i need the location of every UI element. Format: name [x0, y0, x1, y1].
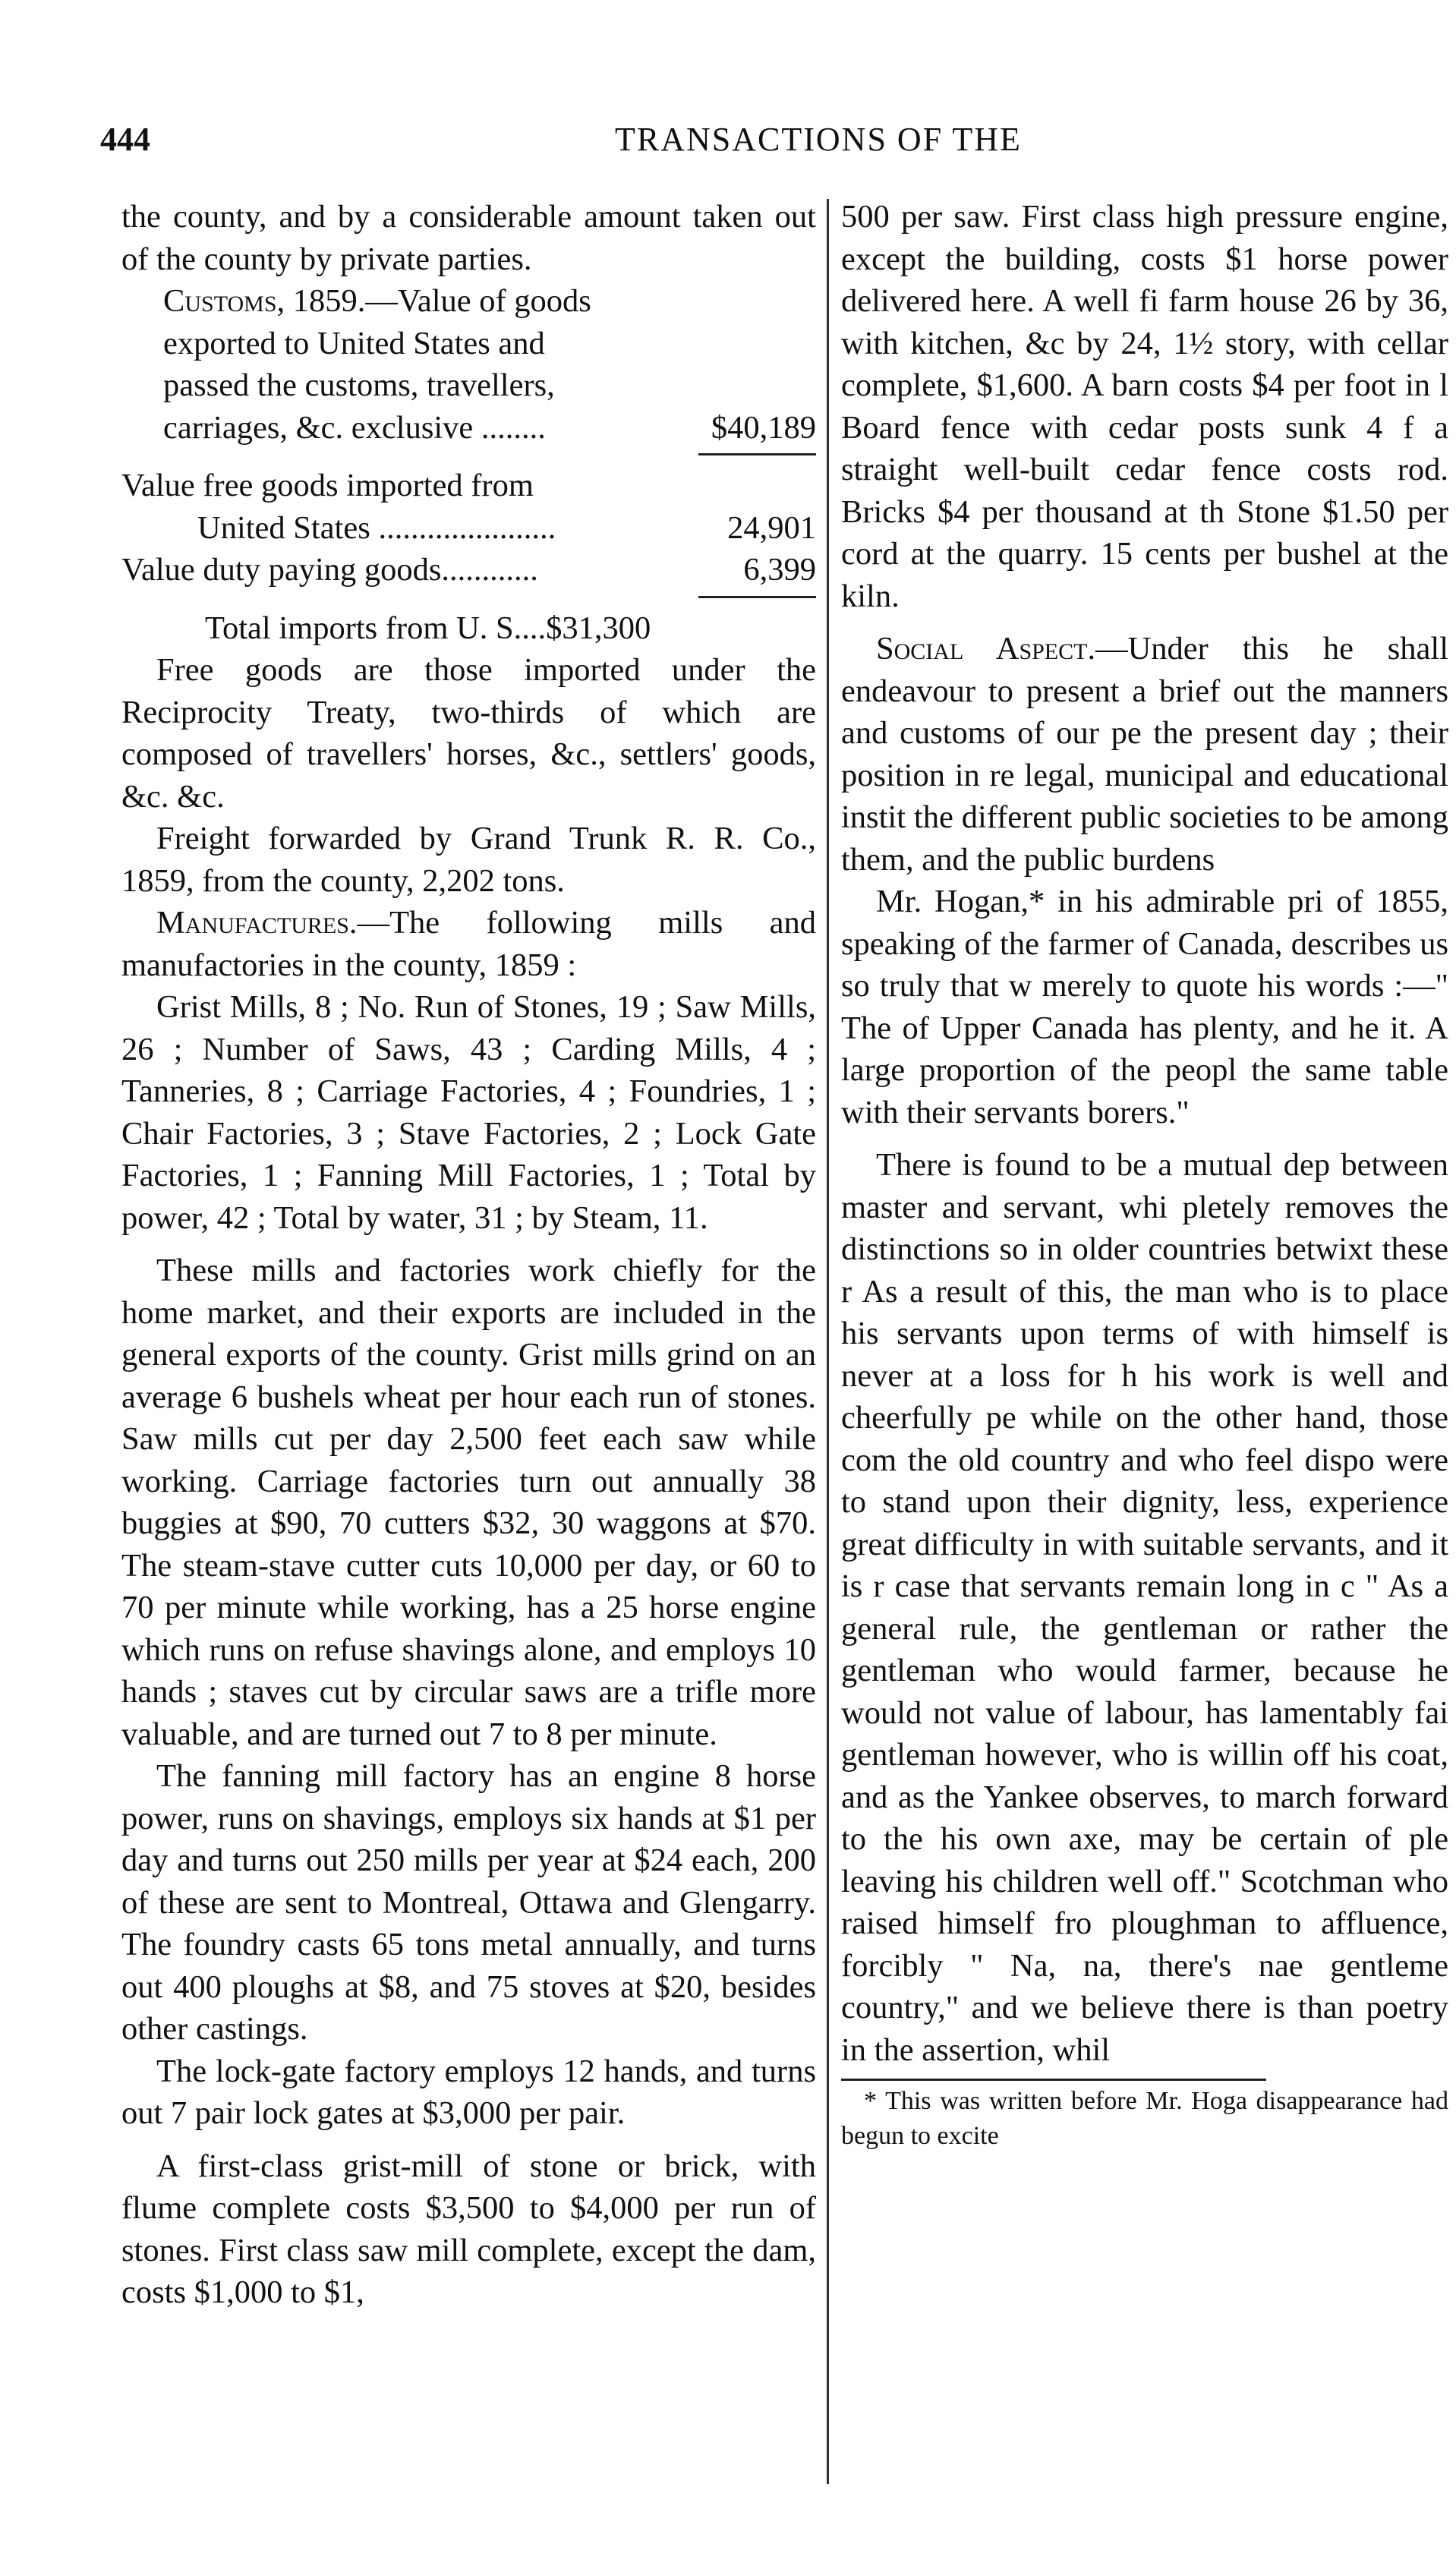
social-aspect-text: —Under this he shall endeavour to present a brief out the manners and customs of our pe the present day ; their position in re legal, municipal and educational instit the different public societies to be among them, and the public burdens — [841, 631, 1448, 878]
customs-total-label: carriages, &c. exclusive ........ — [163, 409, 546, 446]
customs-heading-line — [121, 280, 816, 323]
footnote-rule — [841, 2079, 1266, 2081]
duty-goods-label: Value duty paying goods............ — [121, 552, 538, 588]
social-aspect-heading: Social Aspect. — [876, 631, 1096, 667]
free-goods-row — [121, 507, 816, 550]
manufactures-heading: Manufactures. — [156, 905, 358, 941]
total-imports: Total imports from U. S....$31,300 — [205, 610, 651, 646]
customs-total-value: $40,189 — [711, 409, 816, 446]
sum-rule — [698, 596, 816, 598]
paragraph-mills-detail: These mills and factories work chiefly for the home market, and their exports are included in the general exports of the county. Grist mills grind on an average 6 bushels wheat per hour each run of stones. Saw mills cut per day 2,500 feet each saw while working. Carriage factories turn out annually 38 buggies at $90, 70 cutters $32, 30 waggons at $70. The steam-stave cutter cuts 10,000 per day, or 60 to 70 per minute while working, has a 25 horse engine which runs on refuse shavings alone, and employs 10 hands ; staves cut by circular saws are a trifle more valuable, and are turned out 7 to 8 per minute. — [121, 1253, 816, 1752]
paragraph-fanning-mill: The fanning mill factory has an engine 8 horse power, runs on shavings, employs six hands at $1 per day and turns out 250 mills per year at $24 each, 200 of these are sent to Montreal, Ottawa and Glengarry. The foundry casts 65 tons metal annually, and turns out 400 ploughs at $8, and 75 stoves at $20, besides other castings. — [121, 1758, 816, 2047]
free-goods-line: Value free goods imported from — [121, 468, 534, 503]
header-title: TRANSACTIONS OF THE — [615, 121, 1022, 158]
paragraph-social-aspect — [841, 628, 1448, 881]
duty-goods-row — [121, 549, 816, 591]
paragraph-lock-gate: The lock-gate factory employs 12 hands, and turns out 7 pair lock gates at $3,000 per pair. — [121, 2053, 816, 2131]
footnote: * This was written before Mr. Hoga disappearance had begun to excite — [841, 2087, 1448, 2150]
paragraph-master-servant: There is found to be a mutual dep between master and servant, whi pletely removes the distinctions so in older countries betwixt these r As a result of this, the man who is to place his servants upon terms of with himself is never at a loss for h his work is well and cheerfully pe while on the other hand, those com the old country and who feel dispo were to stand upon their dignity, less, experience great difficulty in with suitable servants, and it is r case that servants remain long in c " As a general rule, the gentleman or rather the gentleman who would farmer, because he would not value of labour, has lamentably fai gentleman however, who is willin off his coat, and as the Yankee observes, to march forward to the his own axe, may be certain of ple leaving his children well off." Scotchman who raised himself fro ploughman to affluence, forcibly " Na, na, there's nae gentleme country," and we believe there is than poetry in the assertion, whil — [841, 1147, 1448, 2068]
running-header — [91, 120, 1116, 173]
customs-total-row — [121, 407, 816, 449]
free-goods-label: United States ...................... — [197, 509, 556, 546]
customs-line-1: exported to United States and — [163, 325, 545, 361]
sum-rule — [698, 453, 816, 455]
customs-heading: Customs, 1859. — [163, 283, 366, 319]
right-column — [841, 196, 1448, 2534]
customs-heading-text: —Value of goods — [365, 283, 591, 319]
paragraph-continuation: the county, and by a considerable amount taken out of the county by private parties. — [121, 199, 816, 277]
paragraph-manufactures — [121, 902, 816, 986]
customs-line-2: passed the customs, travellers, — [163, 367, 555, 403]
duty-goods-value: 6,399 — [743, 552, 816, 588]
left-column — [121, 196, 816, 2314]
manufactures-text: —The following mills and manufactories in the county, 1859 : — [121, 905, 816, 983]
paragraph-costs: 500 per saw. First class high pressure engine, except the building, costs $1 horse power delivered here. A well fi farm house 26 by 36, with kitchen, &c by 24, 1½ story, with cellar complete, $1,600. A barn costs $4 per foot in l Board fence with cedar posts sunk 4 f a straight well-built cedar fence costs rod. Bricks $4 per thousand at th Stone $1.50 per cord at the quarry. 15 cents per bushel at the kiln. — [841, 199, 1448, 614]
paragraph-hogan: Mr. Hogan,* in his admirable pri of 1855, speaking of the farmer of Canada, describes us so truly that w merely to quote his words :—" The of Upper Canada has plenty, and he it. A large proportion of the peopl the same table with their servants borers." — [841, 884, 1448, 1130]
paragraph-mills-list: Grist Mills, 8 ; No. Run of Stones, 19 ; Saw Mills, 26 ; Number of Saws, 43 ; Carding Mills, 4 ; Tanneries, 8 ; Carriage Factories, 4 ; Foundries, 1 ; Chair Factories, 3 ; Stave Factories, 2 ; Lock Gate Factories, 1 ; Fanning Mill Factories, 1 ; Total by power, 42 ; Total by water, 31 ; by Steam, 11. — [121, 989, 816, 1236]
column-divider — [827, 199, 829, 2484]
paragraph-freight: Freight forwarded by Grand Trunk R. R. Co., 1859, from the county, 2,202 tons. — [121, 821, 816, 899]
paragraph-grist-mill: A first-class grist-mill of stone or brick, with flume complete costs $3,500 to $4,000 per run of stones. First class saw mill complete, except the dam, costs $1,000 to $1, — [121, 2148, 816, 2310]
paragraph-free-goods: Free goods are those imported under the Reciprocity Treaty, two-thirds of which are composed of travellers' horses, &c., settlers' goods, &c. &c. — [121, 652, 816, 815]
page-number: 444 — [100, 121, 150, 158]
free-goods-value: 24,901 — [727, 509, 816, 546]
